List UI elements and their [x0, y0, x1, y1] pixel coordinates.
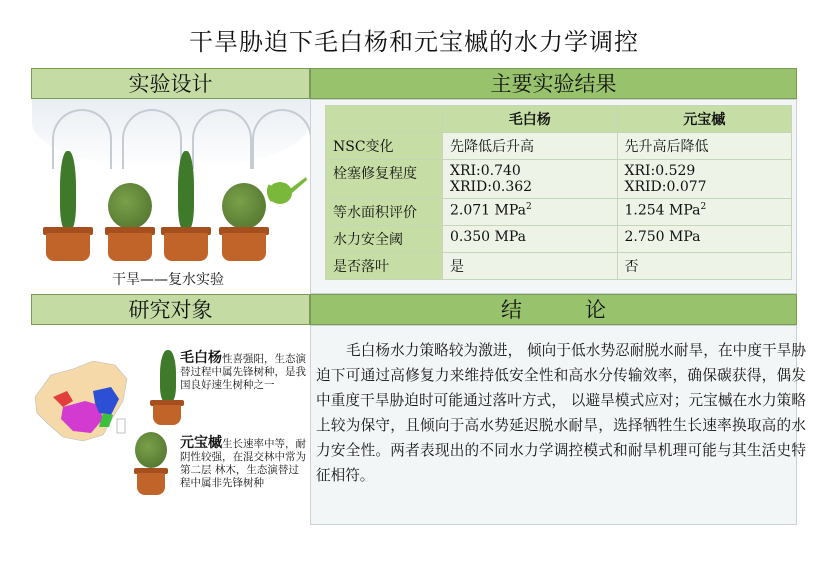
pot [164, 233, 208, 261]
results-table [325, 105, 792, 280]
conclusion-text: 毛白杨水力策略较为激进， 倾向于低水势忍耐脱水耐旱，在中度干旱胁迫下可通过高修复力来维持低安全性和高水分传输效率，确保碳获得，偶发中重度干旱胁迫时可能通过落叶方式， 以避旱模式应对；元宝槭在水力策略上较为保守，且倾向于高水势延迟脱水耐旱，选择牺牲生长速率换取高的水力安全性。两者表现出的不同水力学调控模式和耐旱机理可能与其生活史特征相符。 [316, 342, 806, 484]
greenhouse-arch [252, 109, 310, 169]
header-conclusion: 结 论 [310, 294, 797, 325]
cell-value: 1.254 MPa [624, 202, 701, 219]
poplar-plant [178, 151, 194, 229]
greenhouse-arch [122, 109, 182, 169]
table-header-row [326, 106, 792, 133]
cell-line: XRI:0.529 [624, 163, 696, 179]
greenhouse-arch [192, 109, 252, 169]
cell-poplar [443, 160, 618, 199]
cell-line: XRID:0.077 [624, 179, 707, 195]
table-row [326, 199, 792, 226]
cell-poplar [443, 199, 618, 226]
maple-plant [135, 432, 167, 468]
page-title: 干旱胁迫下毛白杨和元宝槭的水力学调控 [189, 28, 639, 56]
row-label: 等水面积评价 [326, 199, 443, 226]
maple-desc: 生长速率中等，耐阴性较强，在混交林中常为第二层 林木，生态演替过程中属非先锋树种 [180, 438, 306, 489]
cell-line: XRI:0.740 [450, 163, 521, 179]
greenhouse-caption: 干旱——复水实验 [112, 272, 224, 287]
greenhouse-arch [52, 109, 112, 169]
pot [153, 405, 181, 425]
header-experiment-design: 实验设计 [31, 68, 310, 99]
table-row [326, 160, 792, 199]
cell-maple: 2.750 MPa [617, 226, 792, 253]
poplar-description [180, 352, 308, 392]
row-label: 水力安全阈 [326, 226, 443, 253]
pot [108, 233, 152, 261]
pot [46, 233, 90, 261]
header-research-object: 研究对象 [31, 294, 310, 325]
maple-plant [222, 183, 266, 229]
watering-can-icon [266, 173, 308, 207]
row-label: NSC变化 [326, 133, 443, 160]
table-row [326, 133, 792, 160]
table-header-poplar: 毛白杨 [443, 106, 618, 133]
cell-line: XRID:0.362 [450, 179, 533, 195]
poplar-plant [160, 350, 176, 402]
maple-description [180, 437, 308, 490]
cell-maple: 先升高后降低 [617, 133, 792, 160]
cell-poplar: 0.350 MPa [443, 226, 618, 253]
table-row [326, 253, 792, 280]
cell-maple [617, 199, 792, 226]
cell-maple [617, 160, 792, 199]
cell-maple: 否 [617, 253, 792, 280]
poplar-plant [60, 151, 76, 229]
cell-value: 2.071 MPa [450, 202, 527, 219]
superscript: 2 [700, 202, 707, 212]
maple-name: 元宝槭 [180, 435, 222, 451]
table-header-maple: 元宝槭 [617, 106, 792, 133]
poplar-desc: 性喜强阳，生态演替过程中属先锋树种，是我国良好速生树种之一 [180, 353, 306, 391]
pot [222, 233, 266, 261]
superscript: 2 [526, 202, 532, 212]
table-row [326, 226, 792, 253]
china-map-icon [33, 357, 131, 445]
poplar-name: 毛白杨 [180, 350, 222, 366]
table-header-empty [326, 106, 443, 133]
row-label: 是否落叶 [326, 253, 443, 280]
row-label: 栓塞修复程度 [326, 160, 443, 199]
header-main-results: 主要实验结果 [310, 68, 797, 99]
pot [137, 473, 165, 495]
maple-plant [108, 183, 152, 229]
greenhouse-illustration [32, 99, 310, 287]
cell-poplar: 是 [443, 253, 618, 280]
cell-poplar: 先降低后升高 [443, 133, 618, 160]
